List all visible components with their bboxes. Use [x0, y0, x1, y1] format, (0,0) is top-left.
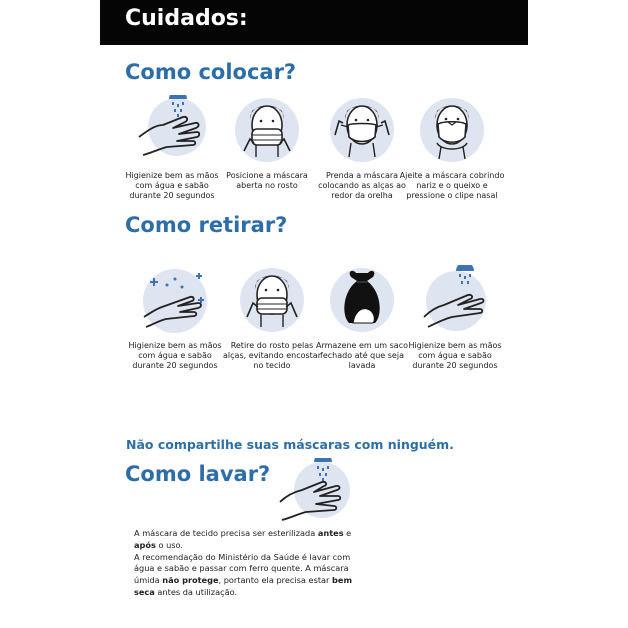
- wash-text-span: o uso.: [155, 539, 184, 550]
- wash-text-span: A máscara úmida: [134, 563, 349, 586]
- face-mask-remove-icon: [237, 265, 307, 335]
- section-title-lavar: Como lavar?: [125, 462, 271, 486]
- mask-wash-icon: [276, 458, 356, 528]
- wash-instructions: [134, 528, 370, 599]
- colocar-step-4-caption: Ajeite a máscara cobrindo nariz e o queixo e pressione o clipe nasal: [399, 171, 505, 200]
- share-warning: Não compartilhe suas máscaras com ninguém.: [126, 437, 454, 452]
- section-title-colocar: Como colocar?: [125, 60, 297, 84]
- wash-paragraph-1: [134, 528, 370, 552]
- wash-bold-bem-seca: bem seca: [134, 575, 352, 597]
- wash-text-span: A máscara de tecido precisa ser esterilizada: [134, 528, 318, 538]
- wash-text-span: , portanto ela precisa estar: [218, 575, 333, 586]
- colocar-step-2-caption: Posicione a máscara aberta no rosto: [226, 171, 308, 190]
- retirar-step-1-caption: Higienize bem as mãos com água e sabão durante 20 segundos: [128, 341, 222, 370]
- face-mask-adjust-icon: [417, 95, 487, 165]
- retirar-step-3-caption: Armazene em um saco fechado até que seja lavada: [316, 341, 408, 370]
- wash-text-span: A recomendação do Ministério da Saúde é lavar com água e sabão e passar com ferro quente.: [134, 551, 351, 574]
- wash-paragraph-2: [134, 552, 370, 599]
- wash-text-span: antes da utilização.: [154, 586, 238, 597]
- face-mask-ears-icon: [327, 95, 397, 165]
- retirar-step-2-caption: Retire do rosto pelas alças, evitando encostar no tecido: [223, 341, 321, 370]
- face-mask-hold-icon: [232, 95, 302, 165]
- wash-bold-antes: antes: [317, 528, 344, 538]
- closed-bag-icon: [327, 265, 397, 335]
- wash-bold-nao-protege: não protege: [162, 575, 219, 586]
- colocar-step-3-caption: Prenda a máscara colocando as alças ao redor da orelha: [318, 171, 406, 200]
- header-bar: [100, 0, 528, 45]
- hand-wash-icon: [420, 265, 490, 335]
- wash-text-span: e: [343, 528, 352, 538]
- hand-wash-icon: [137, 95, 207, 165]
- colocar-step-1-caption: Higienize bem as mãos com água e sabão durante 20 segundos: [125, 171, 219, 200]
- wash-bold-apos: após: [134, 539, 156, 550]
- hand-sanitize-icon: [140, 265, 210, 335]
- page-title: Cuidados:: [125, 6, 248, 31]
- section-title-retirar: Como retirar?: [125, 213, 288, 237]
- retirar-step-4-caption: Higienize bem as mãos com água e sabão durante 20 segundos: [408, 341, 502, 370]
